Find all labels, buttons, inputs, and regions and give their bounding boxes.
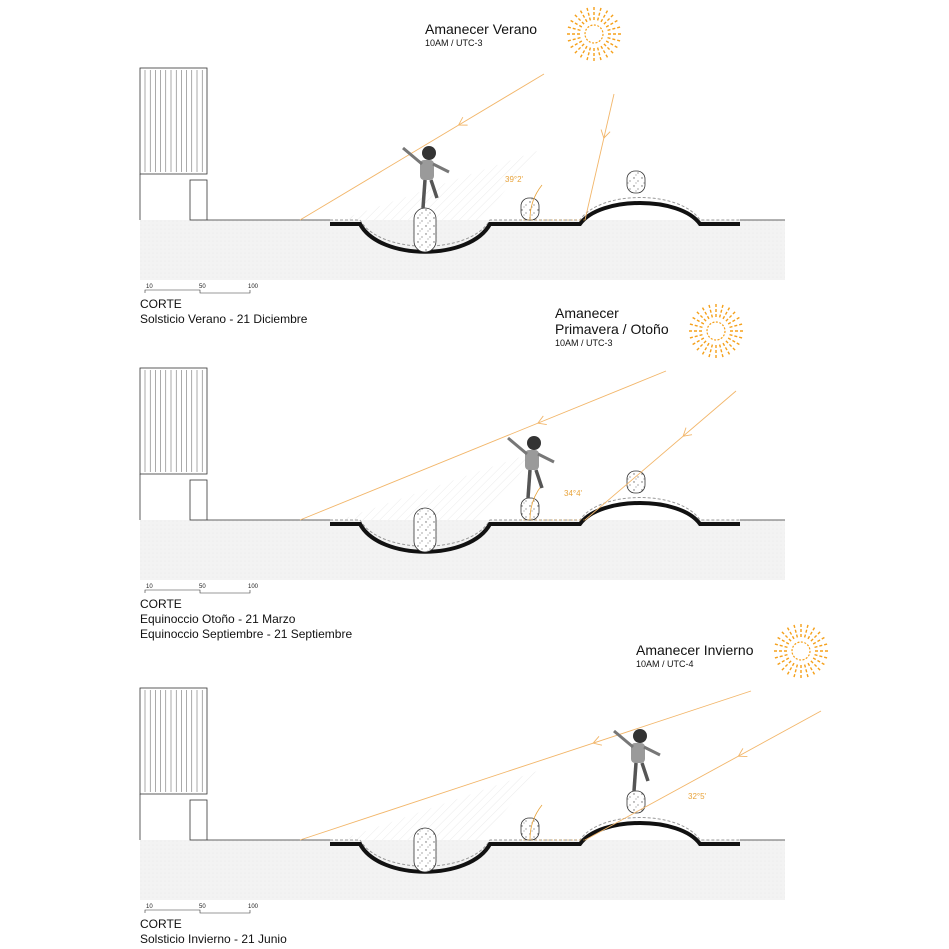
sun-ray-spike	[567, 27, 581, 31]
section-caption: CORTE	[140, 597, 182, 611]
sun-ray-spike	[689, 335, 703, 339]
sun-time: 10AM / UTC-4	[636, 659, 694, 669]
sun-ray-spike	[604, 14, 614, 24]
scale-label-10: 10	[146, 904, 153, 910]
sun-ray-spike	[709, 345, 713, 359]
section-panel-3	[140, 623, 829, 946]
sun-ray-spike	[730, 324, 744, 328]
sun-ray-spike	[730, 335, 744, 339]
section-caption: Equinoccio Otoño - 21 Marzo	[140, 612, 296, 626]
facade-base-wall	[190, 480, 207, 520]
sun-ray-spike	[598, 48, 602, 62]
sun-ray-spike	[728, 338, 740, 345]
child-figure	[614, 729, 660, 791]
sun-title: Primavera / Otoño	[555, 321, 669, 337]
sun-ray	[585, 711, 821, 840]
section-panel-1	[140, 6, 785, 326]
sun-ray-spike	[601, 10, 608, 22]
scale-label-100: 100	[248, 584, 259, 590]
sun-ray-spike	[781, 661, 791, 671]
sun-ray-spike	[794, 665, 798, 679]
sun-ray-spike	[723, 307, 730, 319]
sun-ray-spike	[604, 44, 614, 54]
sun-angle-label: 32°5'	[688, 792, 707, 801]
scale-label-50: 50	[199, 904, 206, 910]
sun-ray	[300, 691, 751, 840]
sun-ray-spike	[608, 27, 622, 31]
boulder-mound-texture	[627, 171, 645, 193]
sun-ray-spike	[692, 338, 704, 345]
sun-angle-label: 39°2'	[505, 175, 524, 184]
shadow-hatch	[340, 770, 540, 840]
sun-ray-spike	[774, 655, 788, 659]
sun-ray-spike	[608, 38, 622, 42]
sun-ray-spike	[574, 14, 584, 24]
scale-label-50: 50	[199, 284, 206, 290]
facade-base-wall	[190, 180, 207, 220]
sun-ray-spike	[726, 311, 736, 321]
section-caption: CORTE	[140, 297, 182, 311]
boulder-mound-texture	[627, 791, 645, 813]
sun-time: 10AM / UTC-3	[425, 38, 483, 48]
sun-title: Amanecer Invierno	[636, 642, 754, 658]
section-caption: Solsticio Invierno - 21 Junio	[140, 932, 287, 946]
sun-ray-spike	[777, 637, 789, 644]
sun-time: 10AM / UTC-3	[555, 338, 613, 348]
sun-ray-spike	[696, 311, 706, 321]
boulder-hollow-texture	[414, 208, 436, 252]
scale-label-10: 10	[146, 284, 153, 290]
sun-ray-spike	[601, 46, 608, 58]
sun-ray-spike	[692, 317, 704, 324]
sun-ray-spike	[580, 10, 587, 22]
child-arm-right	[538, 454, 554, 462]
sun-ray-spike	[570, 41, 582, 48]
sun-ray-spike	[606, 20, 618, 27]
boulder-hollow-texture	[414, 508, 436, 552]
ground-texture	[140, 840, 785, 900]
sun-ray-spike	[781, 631, 791, 641]
child-arm-right	[644, 747, 660, 755]
child-head	[633, 729, 647, 743]
sun-ray-spike	[709, 304, 713, 318]
sun-ray-spike	[728, 317, 740, 324]
ground-texture	[140, 220, 785, 280]
child-head	[527, 436, 541, 450]
section-panel-2	[140, 303, 785, 641]
sun-angle-label: 34°4'	[564, 489, 583, 498]
sun-ray-spike	[787, 663, 794, 675]
shadow-hatch	[340, 450, 540, 520]
sun-ray-spike	[794, 624, 798, 638]
sun-ray-spike	[805, 624, 809, 638]
facade-base-wall	[190, 800, 207, 840]
sun-ray-spike	[587, 48, 591, 62]
ground-texture	[140, 520, 785, 580]
section-caption: CORTE	[140, 917, 182, 931]
child-leg-right	[642, 763, 648, 781]
sun-ray-spike	[815, 644, 829, 648]
sun-ray-spike	[570, 20, 582, 27]
child-arm-left	[508, 438, 527, 454]
sun-ray-spike	[815, 655, 829, 659]
sun-ray-spike	[598, 7, 602, 21]
child-head	[422, 146, 436, 160]
sun-ray-spike	[696, 341, 706, 351]
sun-title: Amanecer Verano	[425, 21, 538, 37]
sun-ray-spike	[720, 345, 724, 359]
child-leg-left	[528, 470, 530, 498]
sun-core	[585, 25, 603, 43]
sun-core	[792, 642, 810, 660]
sun-ray-spike	[805, 665, 809, 679]
scale-label-100: 100	[248, 284, 259, 290]
child-leg-left	[634, 763, 636, 791]
scale-bar	[145, 584, 259, 593]
section-caption: Solsticio Verano - 21 Diciembre	[140, 312, 308, 326]
building-facade	[140, 368, 207, 520]
sun-icon	[688, 303, 744, 359]
sun-ray-spike	[811, 631, 821, 641]
scale-bar	[145, 284, 259, 293]
boulder-hollow-texture	[414, 828, 436, 872]
sun-ray-spike	[574, 44, 584, 54]
sun-ray-spike	[774, 644, 788, 648]
building-facade	[140, 688, 207, 840]
sun-ray-spike	[777, 658, 789, 665]
scale-line	[145, 290, 250, 293]
sun-ray-spike	[813, 637, 825, 644]
child-leg-left	[423, 180, 425, 208]
child-arm-right	[433, 164, 449, 172]
sun-ray-spike	[723, 343, 730, 355]
sun-ray-spike	[689, 324, 703, 328]
child-leg-right	[536, 470, 542, 488]
sun-ray-spike	[813, 658, 825, 665]
scale-label-50: 50	[199, 584, 206, 590]
sun-ray-spike	[808, 663, 815, 675]
scale-line	[145, 590, 250, 593]
sun-ray-spike	[606, 41, 618, 48]
sun-ray-spike	[587, 7, 591, 21]
child-arm-left	[403, 148, 422, 164]
scale-bar	[145, 904, 259, 913]
building-facade	[140, 68, 207, 220]
scale-line	[145, 910, 250, 913]
sun-title: Amanecer	[555, 305, 619, 321]
section-caption: Equinoccio Septiembre - 21 Septiembre	[140, 627, 353, 641]
sun-icon	[773, 623, 829, 679]
scale-label-100: 100	[248, 904, 259, 910]
sun-ray-spike	[811, 661, 821, 671]
sun-ray-spike	[702, 343, 709, 355]
sun-ray-spike	[787, 627, 794, 639]
sun-ray-spike	[726, 341, 736, 351]
sun-ray-spike	[808, 627, 815, 639]
sun-ray-spike	[567, 38, 581, 42]
sun-ray	[585, 391, 736, 520]
sun-ray-spike	[580, 46, 587, 58]
sun-core	[707, 322, 725, 340]
sun-ray-spike	[720, 304, 724, 318]
sun-icon	[566, 6, 622, 62]
scale-label-10: 10	[146, 584, 153, 590]
shadow-hatch	[340, 150, 540, 220]
sun-ray-spike	[702, 307, 709, 319]
